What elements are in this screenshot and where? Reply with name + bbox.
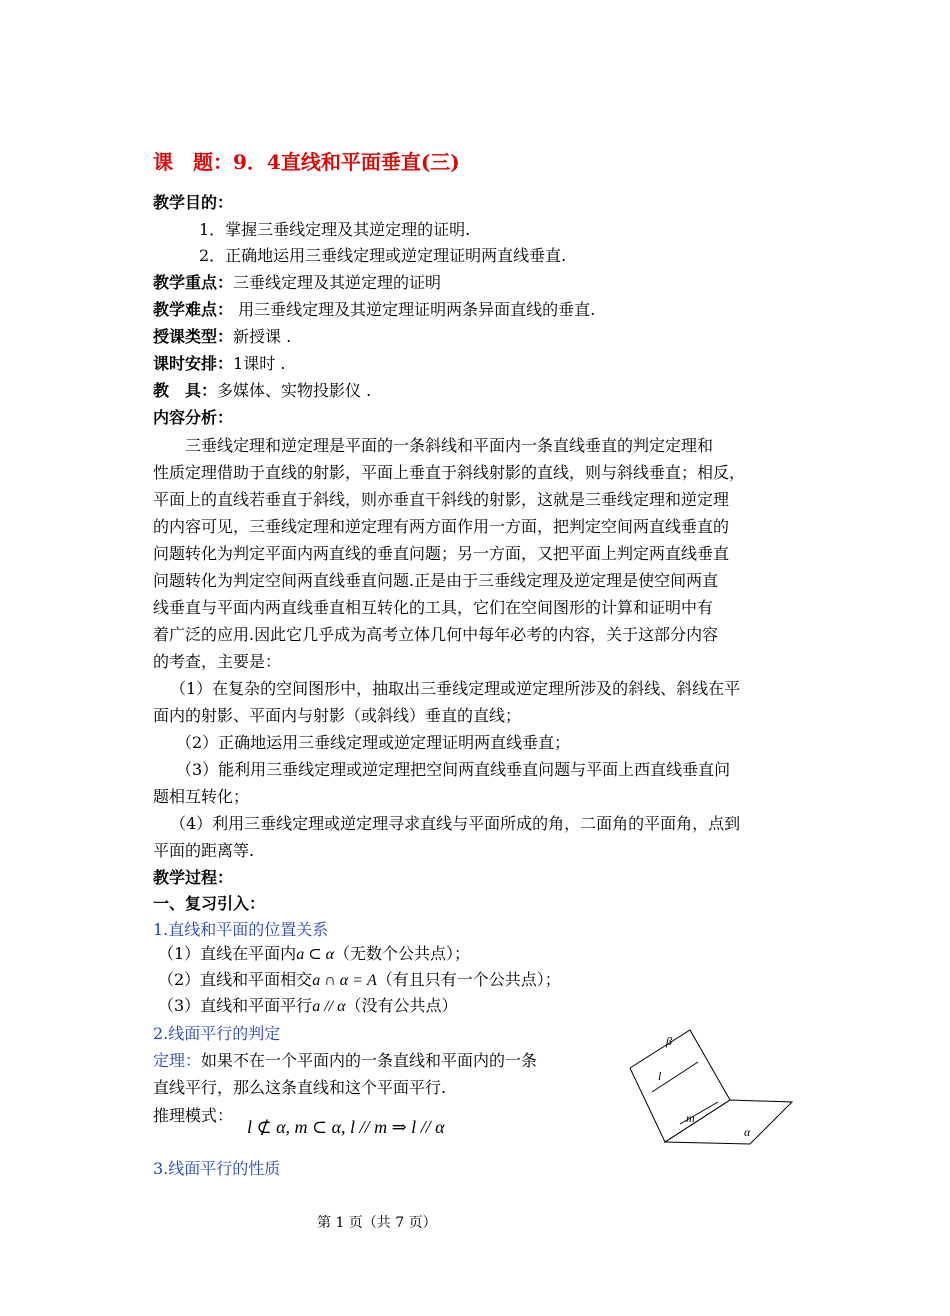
relation-note: （有且只有一个公共点）；: [376, 970, 561, 989]
plane-beta-shape: [630, 1030, 730, 1142]
analysis-point: （3）能利用三垂线定理或逆定理把空间两直线垂直问题与平面上西直线垂直问: [176, 760, 731, 779]
title-label: 课 题：: [153, 150, 233, 174]
relation-note: （没有公共点）: [345, 996, 458, 1015]
analysis-line: 问题转化为判定空间两直线垂直问题.正是由于三垂线定理及逆定理是使空间两直: [153, 571, 719, 590]
label-m: m: [686, 1111, 695, 1125]
analysis-point: 面内的射影、平面内与射影（或斜线）垂直的直线；: [153, 706, 522, 725]
analysis-line: 平面上的直线若垂直于斜线，则亦垂直干斜线的射影，这就是三垂线定理和逆定理: [153, 490, 730, 509]
analysis-line: 问题转化为判定平面内两直线的垂直问题；另一方面，又把平面上判定两直线垂直: [153, 544, 730, 563]
analysis-line: 的内容可见，三垂线定理和逆定理有两方面作用一方面，把判定空间两直线垂直的: [153, 517, 730, 536]
section-heading: 一、复习引入：: [153, 894, 266, 913]
analysis-line: 着广泛的应用.因此它几乎成为高考立体几何中每年必考的内容，关于这部分内容: [153, 625, 719, 644]
analysis-point: （1）在复杂的空间图形中，抽取出三垂线定理或逆定理所涉及的斜线、斜线在平: [170, 679, 741, 698]
theorem-text: 如果不在一个平面内的一条直线和平面内的一条: [201, 1051, 538, 1070]
theorem-line: 直线平行，那么这条直线和这个平面平行.: [153, 1078, 447, 1097]
objectives-heading: 教学目的：: [153, 193, 234, 212]
schedule-label: 课时安排：: [153, 354, 234, 373]
relation-text: （2）直线和平面相交: [158, 970, 313, 989]
analysis-line: 线垂直与平面内两直线垂直相互转化的工具，它们在空间图形的计算和证明中有: [153, 598, 714, 617]
key-points-label: 教学重点：: [153, 273, 234, 292]
analysis-line: 性质定理借助于直线的射影，平面上垂直于斜线射影的直线，则与斜线垂直；相反，: [153, 463, 746, 482]
position-relation-line: [158, 942, 470, 967]
analysis-point: 平面的距离等.: [153, 841, 255, 860]
review-item1-title: 1.直线和平面的位置关系: [153, 920, 329, 939]
reasoning-label: 推理模式：: [153, 1106, 234, 1125]
theorem-label: 定理：: [153, 1051, 202, 1070]
objective-item: 2．正确地运用三垂线定理或逆定理证明两直线垂直.: [199, 246, 567, 265]
theorem-line: [153, 1049, 537, 1073]
process-heading: 教学过程：: [153, 868, 234, 887]
relation-text: （3）直线和平面平行: [158, 996, 313, 1015]
objective-item: 1．掌握三垂线定理及其逆定理的证明.: [199, 220, 471, 239]
analysis-heading: 内容分析：: [153, 408, 234, 427]
tools-text: 多媒体、实物投影仪 .: [217, 381, 372, 400]
line-plane-parallel-figure: [620, 1020, 805, 1150]
relation-text: （1）直线在平面内: [158, 944, 297, 963]
page-footer: 第 1 页（共 7 页）: [317, 1215, 437, 1231]
position-relation-line: [158, 994, 458, 1019]
review-item3-title: 3.线面平行的性质: [153, 1159, 281, 1178]
analysis-point: 题相互转化；: [153, 787, 250, 806]
lesson-type-text: 新授课 .: [233, 327, 292, 346]
relation-note: （无数个公共点）；: [334, 944, 471, 963]
relation-formula: a // α: [312, 998, 346, 1015]
difficulties-text: 用三垂线定理及其逆定理证明两条异面直线的垂直.: [233, 300, 596, 319]
position-relation-line: [158, 968, 561, 993]
analysis-point: （4）利用三垂线定理或逆定理寻求直线与平面所成的角，二面角的平面角，点到: [170, 814, 741, 833]
key-points: [153, 271, 441, 295]
relation-formula: a ∩ α = A: [312, 972, 377, 989]
lesson-type-label: 授课类型：: [153, 327, 234, 346]
schedule: [153, 352, 285, 376]
relation-formula: a ⊂ α: [296, 946, 334, 963]
label-l: l: [658, 1069, 662, 1083]
label-beta: β: [666, 1034, 672, 1048]
analysis-point: （2）正确地运用三垂线定理或逆定理证明两直线垂直；: [176, 733, 571, 752]
tools-label: 教 具：: [153, 381, 218, 400]
lesson-title: [153, 150, 460, 174]
schedule-text: 1课时 .: [233, 354, 286, 373]
label-alpha: α: [744, 1125, 751, 1139]
tools: [153, 379, 371, 403]
lesson-type: [153, 325, 291, 349]
title-text: 9．4直线和平面垂直(三): [233, 150, 460, 174]
analysis-line: 的考查，主要是：: [153, 652, 282, 671]
difficulties-label: 教学难点：: [153, 300, 234, 319]
review-item2-title: 2.线面平行的判定: [153, 1024, 281, 1043]
analysis-line: 三垂线定理和逆定理是平面的一条斜线和平面内一条直线垂直的判定定理和: [185, 436, 714, 455]
reasoning-formula: l ⊄ α, m ⊂ α, l // m ⇒ l // α: [247, 1117, 445, 1137]
key-points-text: 三垂线定理及其逆定理的证明: [233, 273, 442, 292]
difficulties: [153, 298, 595, 322]
